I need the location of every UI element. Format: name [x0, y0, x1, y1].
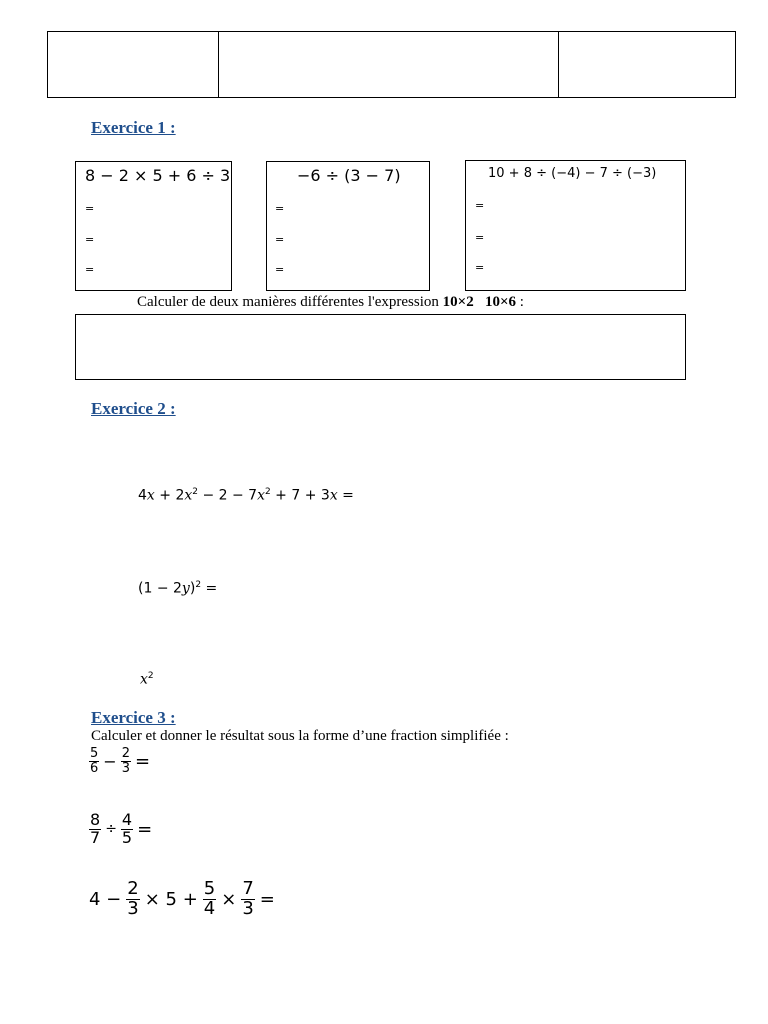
exponent: 2 [195, 580, 202, 590]
term: 4 [138, 487, 147, 504]
numerator: 4 [121, 810, 133, 829]
numerator: 5 [90, 746, 99, 761]
calc-box-3 [465, 160, 686, 291]
numerator: 2 [127, 878, 139, 899]
term: × 5 + [144, 888, 198, 910]
fraction [89, 812, 101, 847]
header-divider [558, 32, 559, 97]
term: + 2 [154, 487, 185, 504]
equals-sign: = [137, 818, 153, 840]
denominator: 3 [242, 897, 254, 919]
denominator: 7 [90, 827, 101, 847]
numerator: 7 [242, 878, 254, 899]
exercice-2-heading: Exercice 2 : [91, 399, 176, 418]
header-divider [218, 32, 219, 97]
exponent: 2 [147, 671, 154, 681]
term: − 2 − 7 [198, 487, 258, 504]
instruction-expression: 10×2 10×6 [442, 294, 517, 310]
equals-line: = [475, 199, 485, 212]
denominator: 5 [121, 827, 133, 847]
variable: y [181, 580, 190, 597]
exponent: 2 [192, 487, 199, 497]
variable: x [329, 487, 338, 504]
denominator: 3 [127, 897, 139, 919]
exercice-3-instruction: Calculer et donner le résultat sous la forme d’une fraction simplifiée : [91, 728, 509, 744]
equals-line: = [275, 202, 285, 215]
variable: x [140, 671, 148, 688]
exercice-1-heading: Exercice 1 : [91, 118, 176, 137]
fraction-line-1 [89, 747, 150, 775]
equals-line: = [475, 261, 485, 274]
term: (1 − 2 [138, 580, 182, 597]
term: 4 − [89, 888, 122, 910]
equals-sign: = [134, 750, 151, 772]
term: = [337, 487, 354, 504]
exponent: 2 [265, 487, 271, 497]
instruction-text: Calculer de deux manières différentes l'expression [137, 294, 443, 310]
operator: × [221, 888, 237, 910]
equals-line: = [475, 231, 485, 244]
exercice-3-heading: Exercice 3 : [91, 708, 176, 727]
fraction [126, 880, 139, 919]
calc-expression: 10 + 8 ÷ (−4) − 7 ÷ (−3) [488, 166, 657, 181]
equals-line: = [85, 233, 95, 246]
calc-expression: −6 ÷ (3 − 7) [297, 166, 401, 185]
denominator: 6 [90, 760, 99, 776]
equals-line: = [85, 202, 95, 215]
fraction [121, 747, 131, 775]
term: + 7 + 3 [270, 487, 330, 504]
numerator: 5 [203, 878, 216, 899]
exercice-1-instruction [137, 294, 524, 311]
operator: − [103, 751, 117, 771]
denominator: 4 [203, 897, 216, 919]
expression-x-squared [140, 671, 154, 688]
fraction-line-2 [89, 812, 152, 847]
fraction-line-3 [89, 880, 275, 919]
equals-line: = [275, 263, 285, 276]
equals-line: = [275, 233, 285, 246]
calc-box-2 [266, 161, 430, 291]
term: = [201, 580, 218, 597]
header-table [47, 31, 736, 98]
numerator: 2 [121, 746, 130, 761]
calc-box-1 [75, 161, 232, 291]
equals-line: = [85, 263, 95, 276]
numerator: 8 [90, 810, 101, 829]
equals-sign: = [259, 888, 275, 910]
denominator: 3 [121, 760, 130, 776]
calc-expression: 8 − 2 × 5 + 6 ÷ 3 [85, 166, 231, 185]
expression-square [138, 580, 217, 597]
variable: x [146, 487, 155, 504]
term: ) [189, 580, 196, 597]
instruction-end: : [516, 294, 524, 310]
variable: x [257, 487, 265, 504]
fraction [89, 747, 99, 775]
fraction [241, 880, 254, 919]
fraction [203, 880, 216, 919]
variable: x [184, 487, 193, 504]
answer-box [75, 314, 686, 380]
operator: ÷ [105, 821, 117, 838]
expression-polynomial [138, 487, 354, 504]
fraction [121, 812, 133, 847]
